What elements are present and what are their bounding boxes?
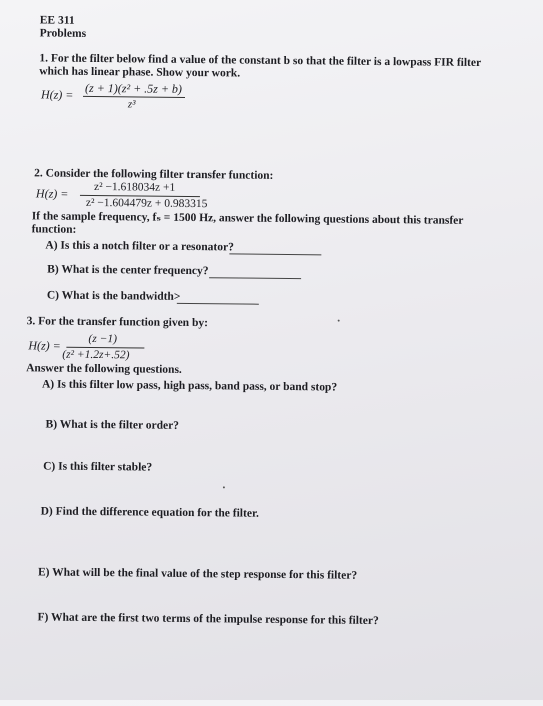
answer-blank-2b[interactable] xyxy=(209,277,301,279)
problem3-question-d: D) Find the difference equation for the filter. xyxy=(40,505,259,520)
paper-speck xyxy=(223,486,225,488)
paper-speck xyxy=(338,320,340,322)
problem1-lhs: H(z) = xyxy=(40,87,74,102)
problem2-lhs: H(z) = xyxy=(35,186,69,201)
problem2-denominator: z² −1.604479z + 0.983315 xyxy=(85,196,208,211)
course-code: EE 311 xyxy=(39,14,75,27)
problem1-text-line1: 1. For the filter below find a value of the constant b so that the filter is a lowpass FIR filter xyxy=(39,52,482,70)
problem3-question-b: B) What is the filter order? xyxy=(45,418,180,432)
problem3-lhs: H(z) = xyxy=(28,338,61,353)
answer-blank-2c[interactable] xyxy=(177,303,259,305)
problem3-answer-text: Answer the following questions. xyxy=(26,362,182,376)
problem2-text-line2: function: xyxy=(31,223,77,236)
page-title: Problems xyxy=(39,27,87,40)
problem2-question-c: C) What is the bandwidth> xyxy=(46,289,181,303)
problem3-question-f: F) What are the first two terms of the impulse response for this filter? xyxy=(37,611,379,627)
problem1-text-line2: which has linear phase. Show your work. xyxy=(39,65,241,80)
problem2-question-a: A) Is this a notch filter or a resonator? xyxy=(45,239,234,254)
answer-blank-2a[interactable] xyxy=(229,253,321,255)
problem3-denominator: (z² +1.2z+.52) xyxy=(62,348,130,362)
problem2-text-line1: If the sample frequency, fₛ = 1500 Hz, answer the following questions about this transfer xyxy=(31,210,464,227)
problem3-intro: 3. For the transfer function given by: xyxy=(26,315,209,330)
problem1-denominator: z³ xyxy=(127,98,136,111)
problem3-question-a: A) Is this filter low pass, high pass, band pass, or band stop? xyxy=(41,378,338,394)
problem2-intro: 2. Consider the following filter transfer function: xyxy=(34,167,274,182)
problem3-question-c: C) Is this filter stable? xyxy=(43,460,153,474)
problem3-numerator: (z −1) xyxy=(88,332,118,346)
problem2-question-b: B) What is the center frequency? xyxy=(47,263,209,278)
problem2-numerator: z² −1.618034z +1 xyxy=(93,180,176,194)
problem3-question-e: E) What will be the final value of the step response for this filter? xyxy=(37,566,358,582)
problem1-numerator: (z + 1)(z² + .5z + b) xyxy=(85,80,183,96)
